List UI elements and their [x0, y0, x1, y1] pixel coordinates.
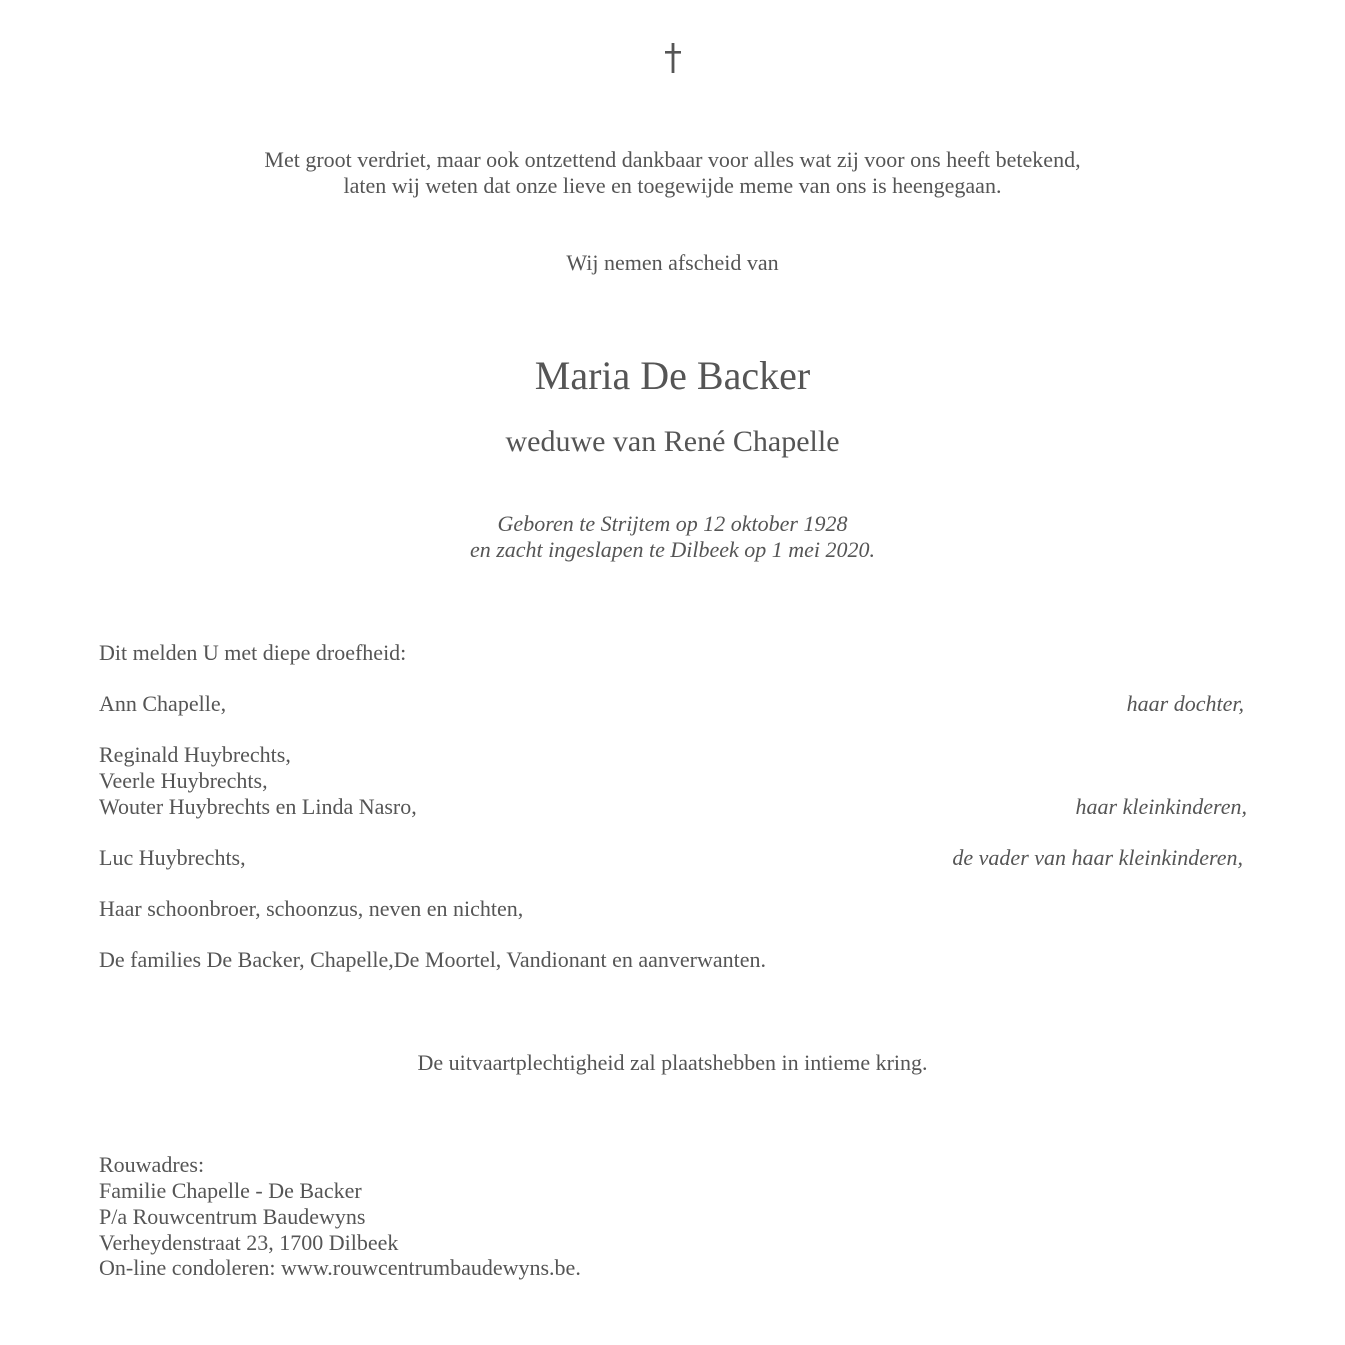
address-line: Familie Chapelle - De Backer	[99, 1178, 362, 1203]
address-line: P/a Rouwcentrum Baudewyns	[99, 1204, 366, 1229]
mourner-relation: de vader van haar kleinkinderen,	[952, 845, 1243, 870]
announcement: Dit melden U met diepe droefheid:	[99, 640, 407, 665]
mourner-relation: haar dochter,	[1126, 691, 1244, 716]
mourner-name: Haar schoonbroer, schoonzus, neven en nichten,	[99, 896, 524, 921]
condolence-line: On-line condoleren: www.rouwcentrumbaudewyns.be.	[99, 1255, 581, 1280]
intro-line-2: laten wij weten dat onze lieve en toegewijde meme van ons is heengegaan.	[343, 173, 1002, 198]
mourner-name: Reginald Huybrechts,	[99, 742, 291, 767]
death-line: en zacht ingeslapen te Dilbeek op 1 mei 2020.	[469, 537, 876, 562]
mourner-name: Wouter Huybrechts en Linda Nasro,	[99, 794, 417, 819]
birth-line: Geboren te Strijtem op 12 oktober 1928	[497, 511, 848, 536]
mourner-name: Luc Huybrechts,	[99, 845, 246, 870]
intro-line-1: Met groot verdriet, maar ook ontzettend dankbaar voor alles wat zij voor ons heeft betekend,	[264, 147, 1081, 172]
spouse-line: weduwe van René Chapelle	[505, 425, 840, 458]
ceremony-notice: De uitvaartplechtigheid zal plaatshebben in intieme kring.	[417, 1050, 928, 1075]
farewell-text: Wij nemen afscheid van	[566, 250, 779, 275]
cross-icon	[0, 42, 1345, 74]
mourner-relation: haar kleinkinderen,	[1075, 794, 1247, 819]
mourner-name: Ann Chapelle,	[99, 691, 227, 716]
mourner-name: De families De Backer, Chapelle,De Moortel, Vandionant en aanverwanten.	[99, 947, 767, 972]
deceased-name: Maria De Backer	[534, 353, 811, 398]
address-line: Verheydenstraat 23, 1700 Dilbeek	[99, 1230, 399, 1255]
mourner-name: Veerle Huybrechts,	[99, 768, 268, 793]
address-heading: Rouwadres:	[99, 1152, 205, 1177]
